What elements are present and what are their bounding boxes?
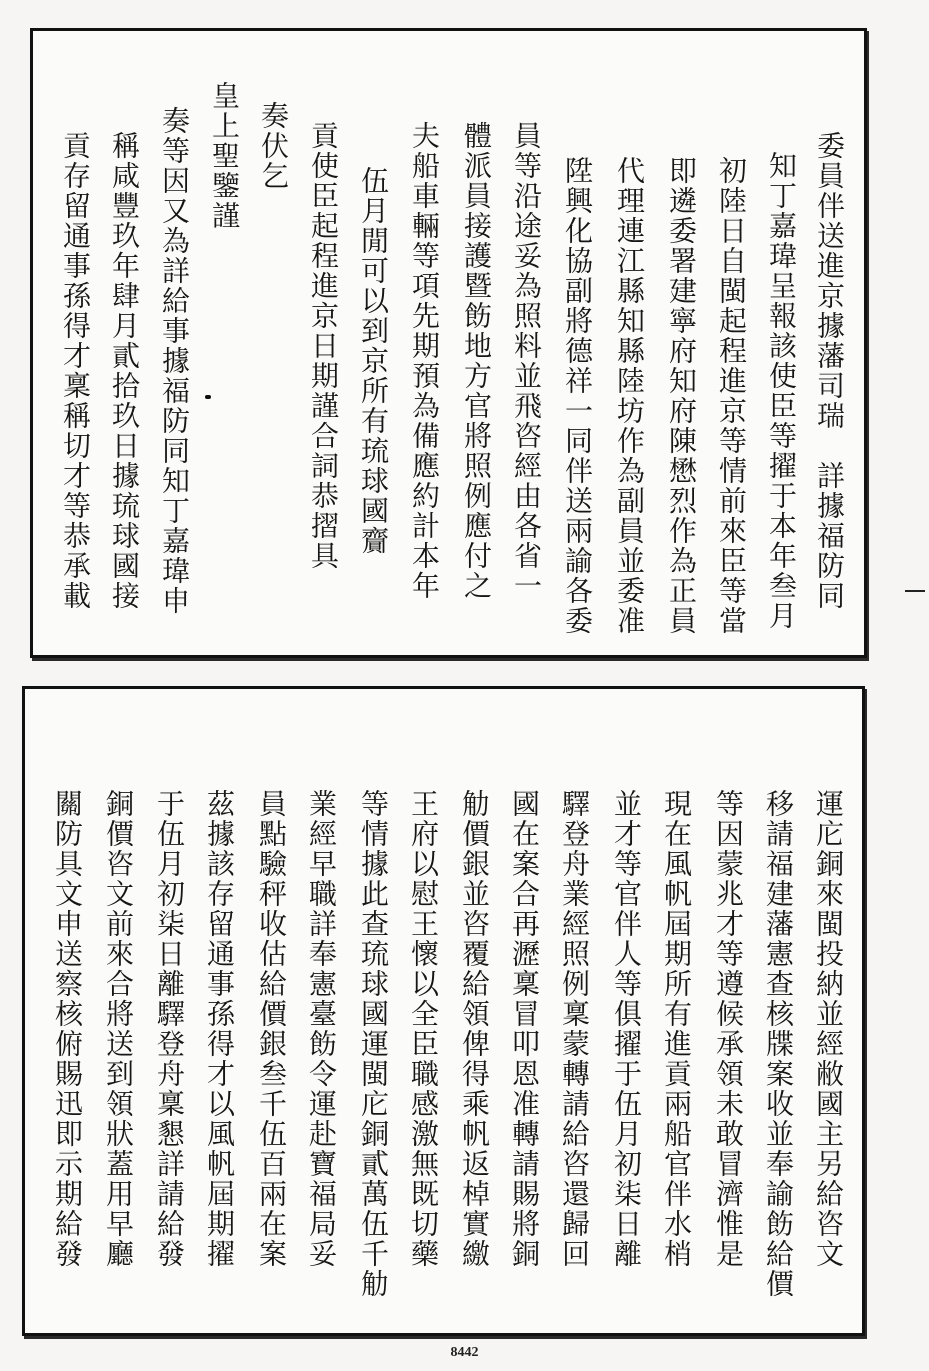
text-column: 業經早職詳奉憲臺飭令運赴寶福局妥 bbox=[305, 789, 338, 1269]
text-column: 代理連江縣知縣陸坊作為副員並委准 bbox=[613, 156, 646, 636]
text-column: 貢使臣起程進京日期謹合詞恭摺具 bbox=[307, 121, 340, 571]
ink-dot bbox=[205, 395, 211, 399]
text-column: 奏伏乞 bbox=[257, 101, 290, 191]
text-column: 觔價銀並咨覆給領俾得乘帆返棹實繳 bbox=[458, 789, 491, 1269]
text-column: 陞興化協副將德祥一同伴送兩諭各委 bbox=[561, 156, 594, 636]
text-column: 運庀銅來閩投納並經敝國主另給咨文 bbox=[812, 789, 845, 1269]
text-column: 初陸日自閩起程進京等情前來臣等當 bbox=[715, 156, 748, 636]
text-column: 員點驗秤收估給價銀叁千伍百兩在案 bbox=[255, 789, 288, 1269]
bottom-text-panel bbox=[22, 686, 865, 1336]
top-text-panel bbox=[30, 28, 867, 658]
text-column: 移請福建藩憲查核牒案收並奉諭飭給價 bbox=[762, 789, 795, 1299]
text-column: 夫船車輛等項先期預為備應約計本年 bbox=[408, 121, 441, 601]
text-column: 並才等官伴人等俱擢于伍月初柒日離 bbox=[610, 789, 643, 1269]
text-column: 茲據該存留通事孫得才以風帆屆期擢 bbox=[203, 789, 236, 1269]
text-column: 王府以慰王懷以全臣職感激無既切藥 bbox=[407, 789, 440, 1269]
text-column: 關防具文申送察核俯賜迅即示期給發 bbox=[51, 789, 84, 1269]
text-column: 稱咸豐玖年肆月貳拾玖日據琉球國接 bbox=[108, 131, 141, 611]
text-column: 皇上聖鑒謹 bbox=[208, 81, 241, 231]
text-column: 貢存留通事孫得才稟稱切才等恭承載 bbox=[59, 131, 92, 611]
text-column: 即遴委署建寧府知府陳懋烈作為正員 bbox=[665, 156, 698, 636]
text-column: 銅價咨文前來合將送到領狀蓋用早廳 bbox=[102, 789, 135, 1269]
text-column: 驛登舟業經照例稟蒙轉請給咨還歸回 bbox=[558, 789, 591, 1269]
text-column: 國在案合再瀝稟冒叩恩准轉請賜將銅 bbox=[508, 789, 541, 1269]
page-number: 8442 bbox=[450, 1345, 479, 1360]
text-column: 等因蒙兆才等遵候承領未敢冒濟惟是 bbox=[712, 789, 745, 1269]
margin-tick-mark bbox=[905, 590, 925, 592]
text-column: 奏等因又為詳給事據福防同知丁嘉瑋申 bbox=[158, 106, 191, 616]
text-column: 體派員接護暨飭地方官將照例應付之 bbox=[460, 121, 493, 601]
text-column: 伍月閒可以到京所有琉球國齎 bbox=[357, 166, 390, 556]
text-column: 委員伴送進京據藩司瑞 詳據福防同 bbox=[813, 131, 846, 611]
text-column: 知丁嘉瑋呈報該使臣等擢于本年叁月 bbox=[765, 151, 798, 631]
text-column: 等情據此查琉球國運閩庀銅貳萬伍千觔 bbox=[357, 789, 390, 1299]
text-column: 于伍月初柒日離驛登舟稟懇詳請給發 bbox=[153, 789, 186, 1269]
text-column: 員等沿途妥為照料並飛咨經由各省一 bbox=[510, 121, 543, 601]
text-column: 現在風帆屆期所有進貢兩船官伴水梢 bbox=[660, 789, 693, 1269]
